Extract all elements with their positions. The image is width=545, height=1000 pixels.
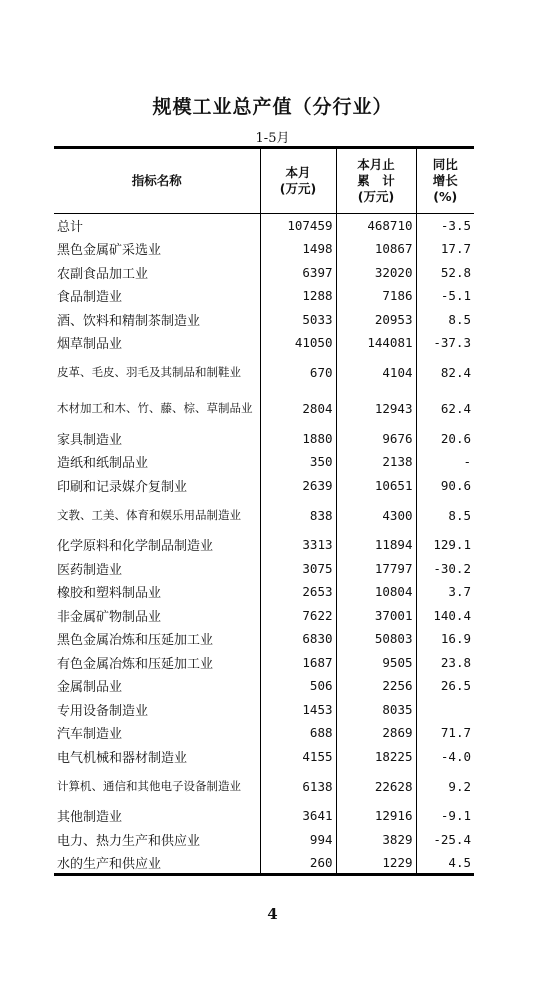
cumulative-value-cell: 9505 (336, 651, 416, 675)
industry-name-cell: 计算机、通信和其他电子设备制造业 (57, 778, 241, 793)
cumulative-value-cell: 3829 (336, 828, 416, 852)
header-line: 增长 (432, 173, 458, 188)
page-number: 4 (267, 905, 278, 923)
table-header (54, 148, 474, 214)
growth-rate-cell: -3.5 (416, 214, 474, 238)
table-row (54, 627, 474, 651)
industry-name-cell: 金属制品业 (57, 680, 123, 696)
current-month-value-cell: 1880 (260, 427, 336, 451)
table-row (54, 580, 474, 604)
table-row (54, 308, 474, 332)
table-row (54, 214, 474, 238)
cumulative-value-cell: 2256 (336, 674, 416, 698)
table-row (54, 721, 474, 745)
growth-rate-cell: -37.3 (416, 331, 474, 355)
growth-rate-cell: 3.7 (416, 580, 474, 604)
growth-rate-cell: 140.4 (416, 604, 474, 628)
table-row (54, 237, 474, 261)
current-month-value-cell: 994 (260, 828, 336, 852)
current-month-value-cell: 7622 (260, 604, 336, 628)
current-month-value-cell: 6138 (260, 768, 336, 804)
cumulative-value-cell: 11894 (336, 533, 416, 557)
page-title: 规模工业总产值（分行业） (152, 96, 393, 118)
table-row (54, 745, 474, 769)
header-line: (万元) (279, 181, 317, 196)
current-month-value-cell: 1453 (260, 698, 336, 722)
current-month-value-cell: 1288 (260, 284, 336, 308)
growth-rate-cell: 129.1 (416, 533, 474, 557)
header-line: (%) (433, 189, 458, 204)
growth-rate-cell: 8.5 (416, 308, 474, 332)
table-row (54, 804, 474, 828)
industry-name-cell: 水的生产和供应业 (54, 851, 260, 875)
growth-rate-cell: -25.4 (416, 828, 474, 852)
industry-name-cell: 电气机械和器材制造业 (57, 750, 188, 766)
table-row (54, 497, 474, 533)
current-month-value-cell: 6397 (260, 261, 336, 285)
header-cumulative (336, 148, 416, 214)
industry-name-cell: 专用设备制造业 (57, 703, 149, 719)
current-month-value-cell: 260 (260, 851, 336, 875)
industry-name-cell: 橡胶和塑料制品业 (57, 586, 162, 602)
current-month-value-cell: 3641 (260, 804, 336, 828)
industry-name-cell: 木材加工和木、竹、藤、棕、草制品业 (57, 401, 253, 415)
table-row (54, 828, 474, 852)
cumulative-value-cell: 18225 (336, 745, 416, 769)
table-row (54, 674, 474, 698)
cumulative-value-cell: 20953 (336, 308, 416, 332)
growth-rate-cell: 8.5 (416, 497, 474, 533)
table-row (54, 391, 474, 427)
table-row (54, 768, 474, 804)
industry-name-cell: 酒、饮料和精制茶制造业 (57, 313, 201, 329)
header-current-month (260, 148, 336, 214)
header-growth (416, 148, 474, 214)
table-row (54, 284, 474, 308)
current-month-value-cell: 350 (260, 450, 336, 474)
table-row (54, 331, 474, 355)
industry-name-cell: 黑色金属矿采选业 (57, 243, 162, 259)
cumulative-value-cell: 22628 (336, 768, 416, 804)
growth-rate-cell: -5.1 (416, 284, 474, 308)
industry-output-table (54, 146, 474, 876)
cumulative-value-cell: 12943 (336, 391, 416, 427)
industry-name-cell: 农副食品加工业 (57, 266, 149, 282)
growth-rate-cell: 52.8 (416, 261, 474, 285)
cumulative-value-cell: 10804 (336, 580, 416, 604)
table-row (54, 698, 474, 722)
industry-name-cell: 汽车制造业 (57, 727, 123, 743)
industry-name-cell: 黑色金属冶炼和压延加工业 (57, 633, 214, 649)
period-label: 1-5月 (255, 131, 290, 146)
table-row (54, 651, 474, 675)
table-body (54, 214, 474, 875)
current-month-value-cell: 506 (260, 674, 336, 698)
table-row (54, 450, 474, 474)
growth-rate-cell: -4.0 (416, 745, 474, 769)
industry-name-cell: 印刷和记录媒介复制业 (57, 479, 188, 495)
cumulative-value-cell: 10867 (336, 237, 416, 261)
cumulative-value-cell: 12916 (336, 804, 416, 828)
industry-name-cell: 总计 (57, 220, 84, 235)
cumulative-value-cell: 7186 (336, 284, 416, 308)
industry-name-cell: 医药制造业 (57, 562, 123, 578)
current-month-value-cell: 3075 (260, 557, 336, 581)
current-month-value-cell: 2804 (260, 391, 336, 427)
growth-rate-cell: 71.7 (416, 721, 474, 745)
growth-rate-cell: 9.2 (416, 768, 474, 804)
cumulative-value-cell: 9676 (336, 427, 416, 451)
cumulative-value-cell: 2869 (336, 721, 416, 745)
growth-rate-cell: 23.8 (416, 651, 474, 675)
header-line: 本月止 (357, 157, 395, 172)
industry-name-cell: 非金属矿物制品业 (57, 609, 162, 625)
cumulative-value-cell: 4104 (336, 355, 416, 391)
current-month-value-cell: 4155 (260, 745, 336, 769)
table-row (54, 427, 474, 451)
industry-name-cell: 其他制造业 (57, 810, 123, 826)
growth-rate-cell: 62.4 (416, 391, 474, 427)
current-month-value-cell: 6830 (260, 627, 336, 651)
current-month-value-cell: 688 (260, 721, 336, 745)
industry-name-cell: 食品制造业 (57, 290, 123, 306)
industry-name-cell: 造纸和纸制品业 (57, 456, 149, 472)
cumulative-value-cell: 2138 (336, 450, 416, 474)
industry-name-cell: 化学原料和化学制品制造业 (57, 539, 214, 555)
current-month-value-cell: 3313 (260, 533, 336, 557)
industry-name-cell: 电力、热力生产和供应业 (57, 833, 201, 849)
cumulative-value-cell: 10651 (336, 474, 416, 498)
growth-rate-cell: 4.5 (416, 851, 474, 875)
table-row (54, 557, 474, 581)
table-row (54, 604, 474, 628)
current-month-value-cell: 41050 (260, 331, 336, 355)
industry-name-cell: 文教、工美、体育和娱乐用品制造业 (57, 507, 241, 522)
growth-rate-cell: 26.5 (416, 674, 474, 698)
growth-rate-cell: 90.6 (416, 474, 474, 498)
current-month-value-cell: 838 (260, 497, 336, 533)
current-month-value-cell: 1498 (260, 237, 336, 261)
header-indicator-name: 指标名称 (54, 148, 260, 214)
cumulative-value-cell: 8035 (336, 698, 416, 722)
cumulative-value-cell: 1229 (336, 851, 416, 875)
cumulative-value-cell: 37001 (336, 604, 416, 628)
header-line: 同比 (432, 157, 458, 172)
current-month-value-cell: 2639 (260, 474, 336, 498)
cumulative-value-cell: 4300 (336, 497, 416, 533)
current-month-value-cell: 1687 (260, 651, 336, 675)
industry-name-cell: 皮革、毛皮、羽毛及其制品和制鞋业 (57, 365, 241, 379)
table-row (54, 474, 474, 498)
cumulative-value-cell: 17797 (336, 557, 416, 581)
header-line: 本月 (285, 165, 311, 180)
growth-rate-cell: -30.2 (416, 557, 474, 581)
current-month-value-cell: 107459 (260, 214, 336, 238)
growth-rate-cell: 17.7 (416, 237, 474, 261)
industry-name-cell: 有色金属冶炼和压延加工业 (57, 656, 214, 672)
industry-name-cell: 家具制造业 (57, 432, 123, 448)
growth-rate-cell (416, 698, 474, 722)
cumulative-value-cell: 50803 (336, 627, 416, 651)
table-row (54, 355, 474, 391)
growth-rate-cell: 16.9 (416, 627, 474, 651)
cumulative-value-cell: 468710 (336, 214, 416, 238)
cumulative-value-cell: 144081 (336, 331, 416, 355)
industry-name-cell: 烟草制品业 (57, 337, 123, 353)
current-month-value-cell: 5033 (260, 308, 336, 332)
growth-rate-cell: 82.4 (416, 355, 474, 391)
current-month-value-cell: 670 (260, 355, 336, 391)
table-row (54, 533, 474, 557)
header-line: 累 计 (357, 173, 395, 188)
growth-rate-cell: -9.1 (416, 804, 474, 828)
table-row (54, 261, 474, 285)
table-row (54, 851, 474, 875)
growth-rate-cell: - (416, 450, 474, 474)
header-line: (万元) (357, 189, 395, 204)
growth-rate-cell: 20.6 (416, 427, 474, 451)
current-month-value-cell: 2653 (260, 580, 336, 604)
cumulative-value-cell: 32020 (336, 261, 416, 285)
